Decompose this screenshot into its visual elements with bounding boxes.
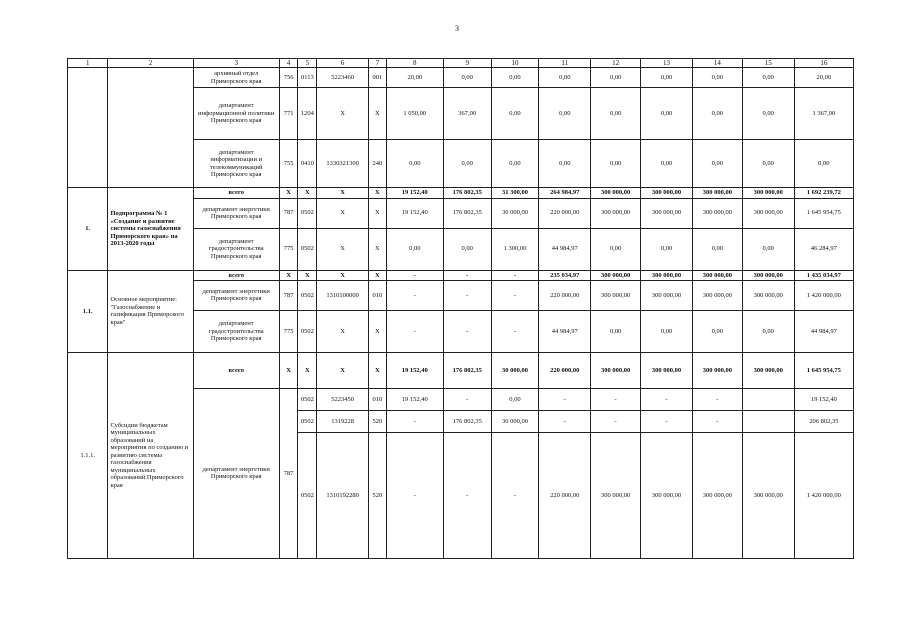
code-vr: X <box>369 270 387 280</box>
name-cell <box>108 68 193 188</box>
column-number: 10 <box>491 59 539 68</box>
value-cell: 1 435 034,97 <box>794 270 853 280</box>
executor-cell: департамент информационной политики Приморского края <box>193 88 279 140</box>
value-cell: 0,00 <box>692 140 742 188</box>
value-cell: 1 420 000,00 <box>794 432 853 558</box>
value-cell: - <box>591 410 641 432</box>
column-number: 8 <box>386 59 443 68</box>
value-cell: 0,00 <box>641 140 693 188</box>
value-cell: 19 152,40 <box>794 388 853 410</box>
code-rzpr: X <box>298 270 317 280</box>
code-csr: 5223450 <box>317 388 369 410</box>
code-csr: X <box>317 352 369 388</box>
value-cell: 220 000,00 <box>539 352 591 388</box>
value-cell: 0,00 <box>641 228 693 270</box>
code-grbs: 771 <box>279 88 298 140</box>
value-cell: 30 000,00 <box>491 352 539 388</box>
value-cell: 0,00 <box>491 140 539 188</box>
value-cell: 1 050,00 <box>386 88 443 140</box>
value-cell: 19 152,40 <box>386 352 443 388</box>
value-cell: 20,00 <box>386 68 443 88</box>
value-cell: 0,00 <box>591 68 641 88</box>
value-cell: 0,00 <box>591 228 641 270</box>
value-cell: - <box>491 432 539 558</box>
value-cell: 1 645 954,75 <box>794 352 853 388</box>
code-vr: 240 <box>369 140 387 188</box>
value-cell: 300 000,00 <box>591 188 641 198</box>
value-cell: - <box>443 280 491 310</box>
value-cell: 0,00 <box>742 68 794 88</box>
value-cell: 0,00 <box>742 228 794 270</box>
executor-total: всего <box>193 188 279 198</box>
budget-table <box>67 58 854 559</box>
code-grbs: 787 <box>279 388 298 558</box>
value-cell: - <box>692 410 742 432</box>
value-cell: 1 420 000,00 <box>794 280 853 310</box>
value-cell: 0,00 <box>692 310 742 352</box>
value-cell: 300 000,00 <box>591 432 641 558</box>
code-csr: X <box>317 198 369 228</box>
executor-cell: департамент градостроительства Приморского края <box>193 228 279 270</box>
code-csr: X <box>317 270 369 280</box>
value-cell: 19 152,40 <box>386 388 443 410</box>
value-cell: 300 000,00 <box>742 188 794 198</box>
code-vr: X <box>369 310 387 352</box>
value-cell: 0,00 <box>539 140 591 188</box>
value-cell: 0,00 <box>491 68 539 88</box>
code-csr: X <box>317 310 369 352</box>
value-cell: 300 000,00 <box>591 352 641 388</box>
value-cell: 235 034,97 <box>539 270 591 280</box>
value-cell: 44 984,97 <box>539 228 591 270</box>
code-rzpr: 0502 <box>298 198 317 228</box>
column-number: 4 <box>279 59 298 68</box>
code-csr: X <box>317 188 369 198</box>
table-row <box>68 59 854 68</box>
code-csr: 1330321300 <box>317 140 369 188</box>
value-cell: 0,00 <box>692 68 742 88</box>
value-cell: 19 152,40 <box>386 188 443 198</box>
value-cell: 0,00 <box>641 88 693 140</box>
table-row <box>68 68 854 88</box>
column-number: 12 <box>591 59 641 68</box>
value-cell: - <box>386 270 443 280</box>
value-cell: 176 802,35 <box>443 198 491 228</box>
column-number: 15 <box>742 59 794 68</box>
code-rzpr: X <box>298 188 317 198</box>
item-number: 1.1. <box>68 270 108 352</box>
executor-cell: департамент энергетики Приморского края <box>193 280 279 310</box>
code-vr: X <box>369 352 387 388</box>
column-number: 13 <box>641 59 693 68</box>
column-number: 1 <box>68 59 108 68</box>
value-cell: - <box>443 432 491 558</box>
code-vr: X <box>369 188 387 198</box>
code-csr: X <box>317 88 369 140</box>
value-cell: 0,00 <box>591 88 641 140</box>
column-number: 6 <box>317 59 369 68</box>
code-grbs: 787 <box>279 280 298 310</box>
item-number: 1. <box>68 188 108 270</box>
value-cell: 300 000,00 <box>692 198 742 228</box>
column-number: 3 <box>193 59 279 68</box>
value-cell: 220 000,00 <box>539 198 591 228</box>
value-cell: 300 000,00 <box>742 280 794 310</box>
value-cell: 0,00 <box>539 88 591 140</box>
table-body <box>68 59 854 559</box>
executor-total: всего <box>193 270 279 280</box>
value-cell: 0,00 <box>591 310 641 352</box>
table-row <box>68 352 854 388</box>
column-number: 11 <box>539 59 591 68</box>
value-cell: 20,00 <box>794 68 853 88</box>
value-cell: 300 000,00 <box>742 198 794 228</box>
code-rzpr: 1204 <box>298 88 317 140</box>
value-cell: 300 000,00 <box>742 352 794 388</box>
column-number: 7 <box>369 59 387 68</box>
value-cell: - <box>443 270 491 280</box>
value-cell: 31 300,00 <box>491 188 539 198</box>
num-cell <box>68 68 108 188</box>
value-cell: 300 000,00 <box>641 188 693 198</box>
table-row <box>68 270 854 280</box>
value-cell: 0,00 <box>386 228 443 270</box>
value-cell: 0,00 <box>641 310 693 352</box>
code-vr: X <box>369 228 387 270</box>
code-rzpr: 0113 <box>298 68 317 88</box>
value-cell: 300 000,00 <box>692 432 742 558</box>
code-rzpr: 0502 <box>298 410 317 432</box>
code-rzpr: 0410 <box>298 140 317 188</box>
code-rzpr: 0502 <box>298 280 317 310</box>
executor-cell: департамент информатизации и телекоммуникаций Приморского края <box>193 140 279 188</box>
value-cell: - <box>443 388 491 410</box>
code-vr: 010 <box>369 280 387 310</box>
value-cell: - <box>591 388 641 410</box>
value-cell: 0,00 <box>491 88 539 140</box>
value-cell: 300 000,00 <box>591 198 641 228</box>
value-cell: 176 802,35 <box>443 352 491 388</box>
value-cell: 0,00 <box>386 140 443 188</box>
column-number: 14 <box>692 59 742 68</box>
executor-cell: департамент градостроительства Приморского края <box>193 310 279 352</box>
code-grbs: X <box>279 188 298 198</box>
value-cell: 0,00 <box>443 68 491 88</box>
value-cell: 30 000,00 <box>491 198 539 228</box>
page-number: 3 <box>455 24 459 33</box>
value-cell <box>742 410 794 432</box>
code-rzpr: 0502 <box>298 432 317 558</box>
value-cell: 0,00 <box>692 88 742 140</box>
executor-cell: архивный отдел Приморского края <box>193 68 279 88</box>
value-cell: 0,00 <box>794 140 853 188</box>
item-number: 1.1.1. <box>68 352 108 558</box>
value-cell: - <box>491 270 539 280</box>
value-cell: 300 000,00 <box>692 352 742 388</box>
code-vr: X <box>369 88 387 140</box>
value-cell: 0,00 <box>491 388 539 410</box>
value-cell: 300 000,00 <box>641 280 693 310</box>
value-cell: 0,00 <box>591 140 641 188</box>
value-cell: 300 000,00 <box>742 432 794 558</box>
column-number: 5 <box>298 59 317 68</box>
value-cell: - <box>491 280 539 310</box>
value-cell: 1 300,00 <box>491 228 539 270</box>
code-vr: 010 <box>369 388 387 410</box>
value-cell: - <box>386 410 443 432</box>
value-cell: - <box>386 310 443 352</box>
code-grbs: 775 <box>279 310 298 352</box>
value-cell: 176 802,35 <box>443 188 491 198</box>
value-cell: - <box>692 388 742 410</box>
code-rzpr: 0502 <box>298 228 317 270</box>
item-name: Субсидии бюджетам муниципальных образований на мероприятия по созданию и развитию системы газоснабжения муниципальных образований Приморского края <box>108 352 193 558</box>
value-cell: - <box>443 310 491 352</box>
value-cell: 300 000,00 <box>641 198 693 228</box>
code-csr: X <box>317 228 369 270</box>
value-cell: - <box>386 432 443 558</box>
value-cell: - <box>539 388 591 410</box>
value-cell <box>742 388 794 410</box>
value-cell: 300 000,00 <box>692 280 742 310</box>
value-cell: 176 802,35 <box>443 410 491 432</box>
code-grbs: X <box>279 352 298 388</box>
code-rzpr: 0502 <box>298 388 317 410</box>
value-cell: 0,00 <box>539 68 591 88</box>
code-csr: 1310100000 <box>317 280 369 310</box>
value-cell: 0,00 <box>742 310 794 352</box>
table-row <box>68 188 854 198</box>
code-grbs: X <box>279 270 298 280</box>
executor-cell: департамент энергетики Приморского края <box>193 388 279 558</box>
code-csr: 1310192280 <box>317 432 369 558</box>
value-cell: - <box>491 310 539 352</box>
item-name: Основное мероприятие: "Газоснабжение и газификация Приморского края" <box>108 270 193 352</box>
column-number: 9 <box>443 59 491 68</box>
value-cell: 0,00 <box>641 68 693 88</box>
code-vr: 520 <box>369 432 387 558</box>
value-cell: 220 000,00 <box>539 280 591 310</box>
value-cell: 300 000,00 <box>692 188 742 198</box>
value-cell: 30 000,00 <box>491 410 539 432</box>
value-cell: 0,00 <box>692 228 742 270</box>
item-name: Подпрограмма № 1 «Создание и развитие системы газоснабжения Приморского края» на 2013-2020 годы <box>108 188 193 270</box>
value-cell: 1 645 954,75 <box>794 198 853 228</box>
value-cell: 1 367,00 <box>794 88 853 140</box>
code-rzpr: X <box>298 352 317 388</box>
executor-total: всего <box>193 352 279 388</box>
value-cell: 44 984,97 <box>794 310 853 352</box>
value-cell: 0,00 <box>742 140 794 188</box>
code-rzpr: 0502 <box>298 310 317 352</box>
value-cell: 300 000,00 <box>692 270 742 280</box>
code-csr: 1319228 <box>317 410 369 432</box>
code-vr: 001 <box>369 68 387 88</box>
code-grbs: 787 <box>279 198 298 228</box>
value-cell: 44 984,97 <box>539 310 591 352</box>
value-cell: - <box>386 280 443 310</box>
value-cell: - <box>641 388 693 410</box>
code-vr: 520 <box>369 410 387 432</box>
code-vr: X <box>369 198 387 228</box>
value-cell: 367,00 <box>443 88 491 140</box>
value-cell: 1 692 239,72 <box>794 188 853 198</box>
executor-cell: департамент энергетики Приморского края <box>193 198 279 228</box>
value-cell: 300 000,00 <box>591 280 641 310</box>
value-cell: 0,00 <box>443 228 491 270</box>
value-cell: 0,00 <box>742 88 794 140</box>
value-cell: 300 000,00 <box>641 432 693 558</box>
value-cell: 300 000,00 <box>591 270 641 280</box>
value-cell: - <box>641 410 693 432</box>
value-cell: 300 000,00 <box>742 270 794 280</box>
value-cell: 300 000,00 <box>641 352 693 388</box>
value-cell: 0,00 <box>443 140 491 188</box>
value-cell: 19 152,40 <box>386 198 443 228</box>
code-grbs: 775 <box>279 228 298 270</box>
column-number: 16 <box>794 59 853 68</box>
code-csr: 5223460 <box>317 68 369 88</box>
value-cell: 264 984,97 <box>539 188 591 198</box>
value-cell: - <box>539 410 591 432</box>
value-cell: 300 000,00 <box>641 270 693 280</box>
value-cell: 46 284,97 <box>794 228 853 270</box>
column-number: 2 <box>108 59 193 68</box>
code-grbs: 756 <box>279 68 298 88</box>
value-cell: 220 000,00 <box>539 432 591 558</box>
code-grbs: 755 <box>279 140 298 188</box>
value-cell: 206 802,35 <box>794 410 853 432</box>
